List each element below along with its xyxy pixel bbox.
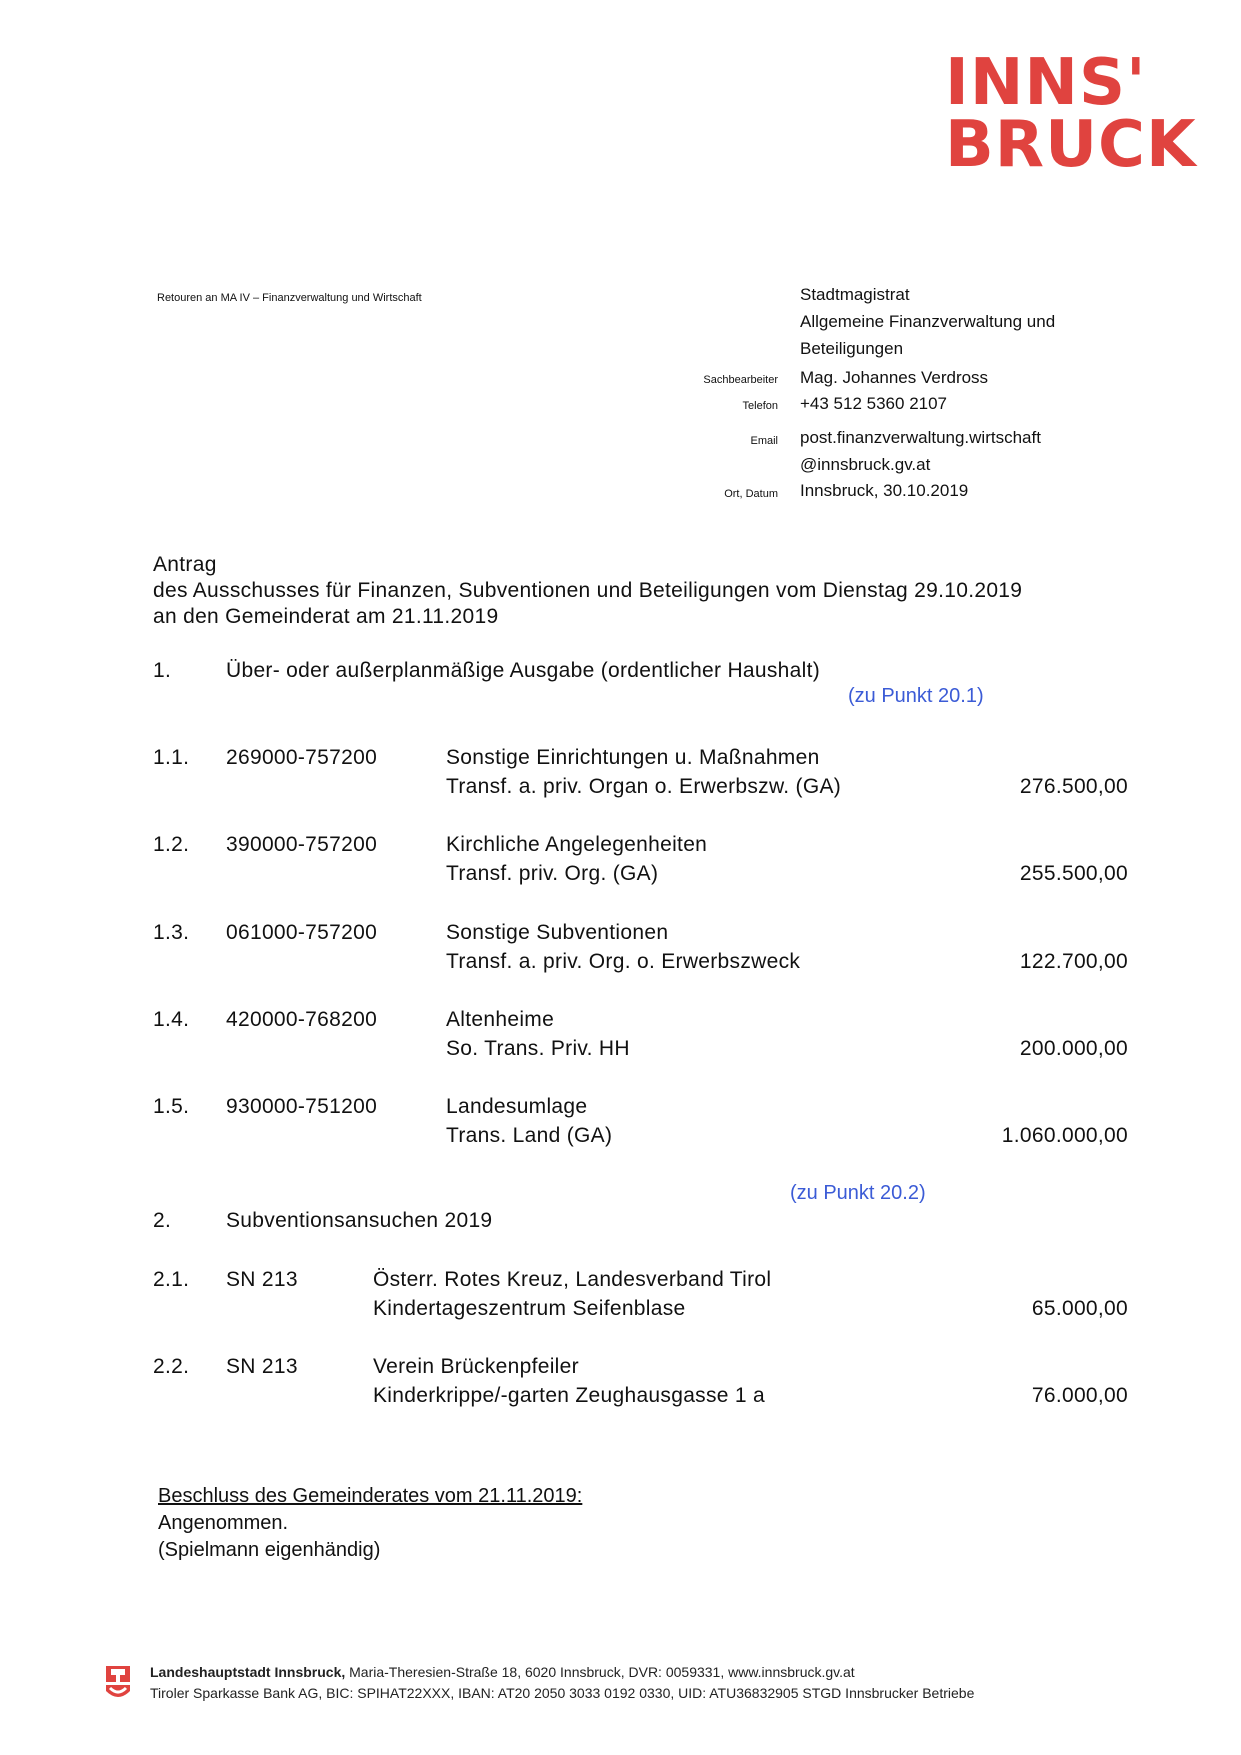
item-description: Kirchliche Angelegenheiten xyxy=(446,833,708,856)
department-line-1: Stadtmagistrat xyxy=(800,285,910,304)
email-line-1: post.finanzverwaltung.wirtschaft xyxy=(800,428,1041,447)
logo-line-2: BRUCK xyxy=(945,108,1197,182)
email-line-2: @innsbruck.gv.at xyxy=(800,455,931,474)
section-2-item xyxy=(153,1355,1128,1415)
item-account: SN 213 xyxy=(226,1355,298,1378)
email-value xyxy=(800,424,1041,478)
section-2-number: 2. xyxy=(153,1209,172,1232)
document-title xyxy=(153,552,1022,630)
item-subdescription: Kindertageszentrum Seifenblase xyxy=(373,1297,686,1320)
item-subdescription: Transf. a. priv. Organ o. Erwerbszw. (GA) xyxy=(446,775,842,798)
item-description: Sonstige Subventionen xyxy=(446,921,669,944)
item-subdescription: Trans. Land (GA) xyxy=(446,1124,613,1147)
item-subdescription: Transf. priv. Org. (GA) xyxy=(446,862,659,885)
item-subdescription: Transf. a. priv. Org. o. Erwerbszweck xyxy=(446,950,801,973)
section-1-item xyxy=(153,1008,1128,1068)
footer-line-2: Tiroler Sparkasse Bank AG, BIC: SPIHAT22XXX, IBAN: AT20 2050 3033 0192 0330, UID: ATU36832905 STGD Innsbrucker Betriebe xyxy=(150,1685,975,1701)
section-1-number: 1. xyxy=(153,659,172,682)
item-account: SN 213 xyxy=(226,1268,298,1291)
item-number: 1.5. xyxy=(153,1095,190,1118)
item-number: 2.1. xyxy=(153,1268,190,1291)
item-description: Österr. Rotes Kreuz, Landesverband Tirol xyxy=(373,1268,772,1291)
section-2-heading: Subventionsansuchen 2019 xyxy=(226,1209,493,1232)
logo-line-1: INNS' xyxy=(945,46,1147,120)
email-label: Email xyxy=(750,435,778,447)
section-1-item xyxy=(153,1095,1128,1155)
phone-label: Telefon xyxy=(742,400,778,412)
return-address: Retouren an MA IV – Finanzverwaltung und Wirtschaft xyxy=(157,292,422,304)
item-amount: 76.000,00 xyxy=(1031,1384,1128,1407)
footer-line-1 xyxy=(150,1662,974,1683)
item-number: 1.4. xyxy=(153,1008,190,1031)
title-line-2: des Ausschusses für Finanzen, Subventionen und Beteiligungen vom Dienstag 29.10.2019 xyxy=(153,579,1023,602)
clerk-label: Sachbearbeiter xyxy=(703,374,778,386)
section-1-ref: (zu Punkt 20.1) xyxy=(848,685,984,707)
section-1-item xyxy=(153,921,1128,981)
footer-city-name: Landeshauptstadt Innsbruck, xyxy=(150,1664,346,1680)
section-1-heading: Über- oder außerplanmäßige Ausgabe (ordentlicher Haushalt) xyxy=(226,659,821,682)
title-line-1: Antrag xyxy=(153,553,217,576)
footer-address: Maria-Theresien-Straße 18, 6020 Innsbruck, DVR: 0059331, www.innsbruck.gv.at xyxy=(349,1664,855,1680)
footer xyxy=(150,1662,974,1704)
sender-department xyxy=(800,281,1055,362)
item-description: Altenheime xyxy=(446,1008,555,1031)
decision-note: (Spielmann eigenhändig) xyxy=(158,1539,381,1561)
section-2-ref: (zu Punkt 20.2) xyxy=(790,1182,926,1204)
council-decision xyxy=(158,1483,582,1564)
item-number: 1.1. xyxy=(153,746,190,769)
item-amount: 200.000,00 xyxy=(1019,1037,1128,1060)
item-number: 1.3. xyxy=(153,921,190,944)
decision-result: Angenommen. xyxy=(158,1512,289,1534)
innsbruck-logo xyxy=(945,46,1197,182)
date-label: Ort, Datum xyxy=(724,488,778,500)
item-amount: 122.700,00 xyxy=(1019,950,1128,973)
section-2-item xyxy=(153,1268,1128,1328)
item-description: Landesumlage xyxy=(446,1095,588,1118)
item-subdescription: So. Trans. Priv. HH xyxy=(446,1037,630,1060)
item-amount: 1.060.000,00 xyxy=(1001,1124,1128,1147)
phone-value: +43 512 5360 2107 xyxy=(800,394,948,413)
section-1-item xyxy=(153,833,1128,893)
item-description: Sonstige Einrichtungen u. Maßnahmen xyxy=(446,746,820,769)
department-line-3: Beteiligungen xyxy=(800,339,904,358)
item-description: Verein Brückenpfeiler xyxy=(373,1355,579,1378)
item-account: 390000-757200 xyxy=(226,833,378,856)
department-line-2: Allgemeine Finanzverwaltung und xyxy=(800,312,1056,331)
item-amount: 65.000,00 xyxy=(1031,1297,1128,1320)
item-account: 269000-757200 xyxy=(226,746,378,769)
item-number: 1.2. xyxy=(153,833,190,856)
decision-heading: Beschluss des Gemeinderates vom 21.11.2019: xyxy=(158,1485,583,1507)
item-account: 420000-768200 xyxy=(226,1008,378,1031)
date-value: Innsbruck, 30.10.2019 xyxy=(800,481,969,500)
title-line-3: an den Gemeinderat am 21.11.2019 xyxy=(153,605,499,628)
section-1-item xyxy=(153,746,1128,806)
item-subdescription: Kinderkrippe/-garten Zeughausgasse 1 a xyxy=(373,1384,765,1407)
item-number: 2.2. xyxy=(153,1355,190,1378)
clerk-value: Mag. Johannes Verdross xyxy=(800,368,989,387)
item-account: 930000-751200 xyxy=(226,1095,378,1118)
coat-of-arms-icon xyxy=(105,1665,131,1703)
item-amount: 276.500,00 xyxy=(1019,775,1128,798)
item-account: 061000-757200 xyxy=(226,921,378,944)
item-amount: 255.500,00 xyxy=(1019,862,1128,885)
